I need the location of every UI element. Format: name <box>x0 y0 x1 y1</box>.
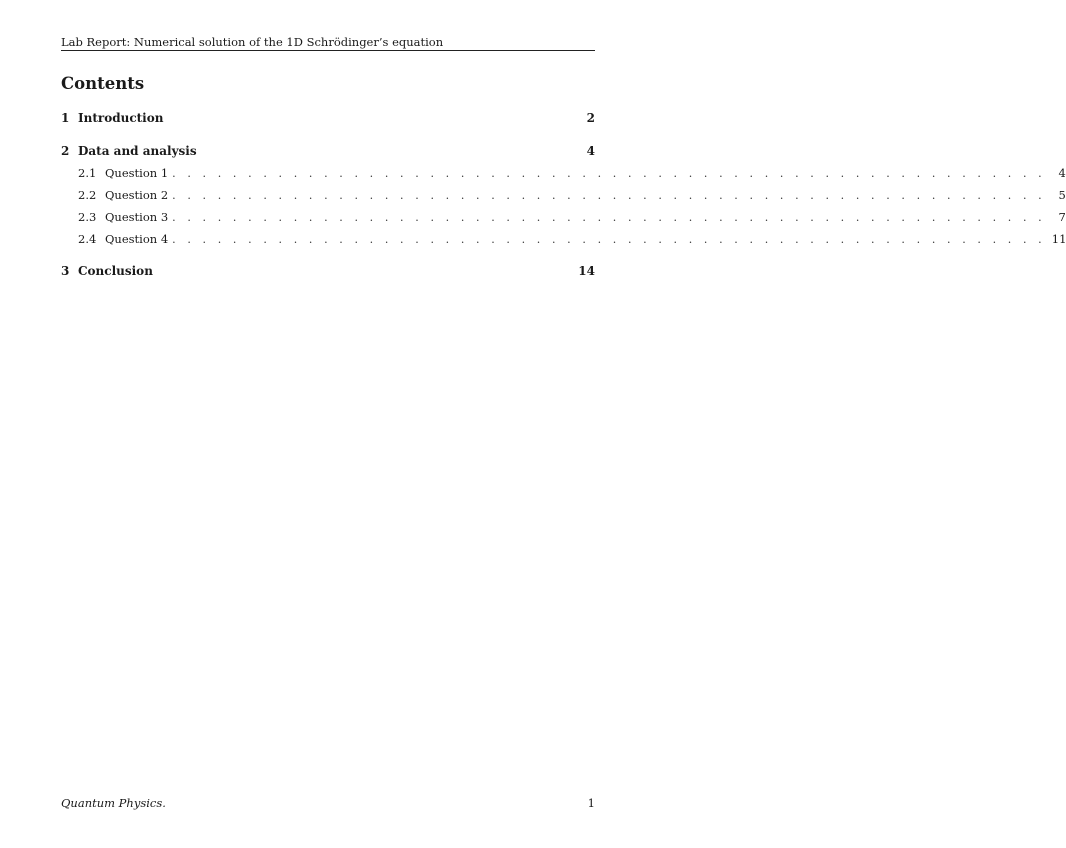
toc-entry-data-and-analysis[interactable] <box>61 144 595 160</box>
toc-dot-leader: . . . . . . . . . . . . . . . . . . . . . . . . . . . . . . . . . . . . . . . . . . . . . . . . . . . . . . . . . . <box>172 189 1046 202</box>
toc-entry-number: 2.4 <box>78 232 97 246</box>
toc-entry-title: Question 3 <box>105 210 169 224</box>
toc-dot-leader: . . . . . . . . . . . . . . . . . . . . . . . . . . . . . . . . . . . . . . . . . . . . . . . . . . . . . . . . . . <box>172 233 1046 246</box>
toc-entry-number: 2 <box>61 144 70 158</box>
toc-entry-page: 14 <box>578 264 595 278</box>
toc-entry-number: 2.1 <box>78 166 97 180</box>
toc-entry-title: Introduction <box>78 111 164 125</box>
toc-entry-number: 2.2 <box>78 188 97 202</box>
footer-page-number: 1 <box>587 796 595 810</box>
contents-title: Contents <box>61 74 145 93</box>
toc-dot-leader: . . . . . . . . . . . . . . . . . . . . . . . . . . . . . . . . . . . . . . . . . . . . . . . . . . . . . . . . . . <box>172 167 1046 180</box>
toc-entry-title: Question 1 <box>105 166 169 180</box>
toc-entry-title: Conclusion <box>78 264 153 278</box>
footer-course: Quantum Physics. <box>61 796 166 810</box>
toc-dot-leader: . . . . . . . . . . . . . . . . . . . . . . . . . . . . . . . . . . . . . . . . . . . . . . . . . . . . . . . . . . <box>172 211 1046 224</box>
toc-entry-question-2[interactable] <box>61 188 1066 204</box>
toc-entry-page: 7 <box>1058 210 1066 224</box>
toc-entry-title: Question 2 <box>105 188 169 202</box>
toc-entry-page: 4 <box>1058 166 1066 180</box>
toc-entry-number: 2.3 <box>78 210 97 224</box>
toc-entry-conclusion[interactable] <box>61 264 595 280</box>
toc-entry-number: 3 <box>61 264 70 278</box>
toc-entry-title: Data and analysis <box>78 144 197 158</box>
toc-entry-page: 5 <box>1058 188 1066 202</box>
toc-entry-number: 1 <box>61 111 70 125</box>
toc-entry-question-1[interactable] <box>61 166 1066 182</box>
toc-entry-page: 4 <box>586 144 595 158</box>
toc-entry-question-3[interactable] <box>61 210 1066 226</box>
running-header: Lab Report: Numerical solution of the 1D Schrödinger’s equation <box>61 35 444 49</box>
header-rule <box>61 50 595 51</box>
toc-entry-introduction[interactable] <box>61 111 595 127</box>
toc-entry-question-4[interactable] <box>61 232 1066 248</box>
toc-entry-title: Question 4 <box>105 232 169 246</box>
toc-entry-page: 11 <box>1051 232 1066 246</box>
toc-entry-page: 2 <box>586 111 595 125</box>
